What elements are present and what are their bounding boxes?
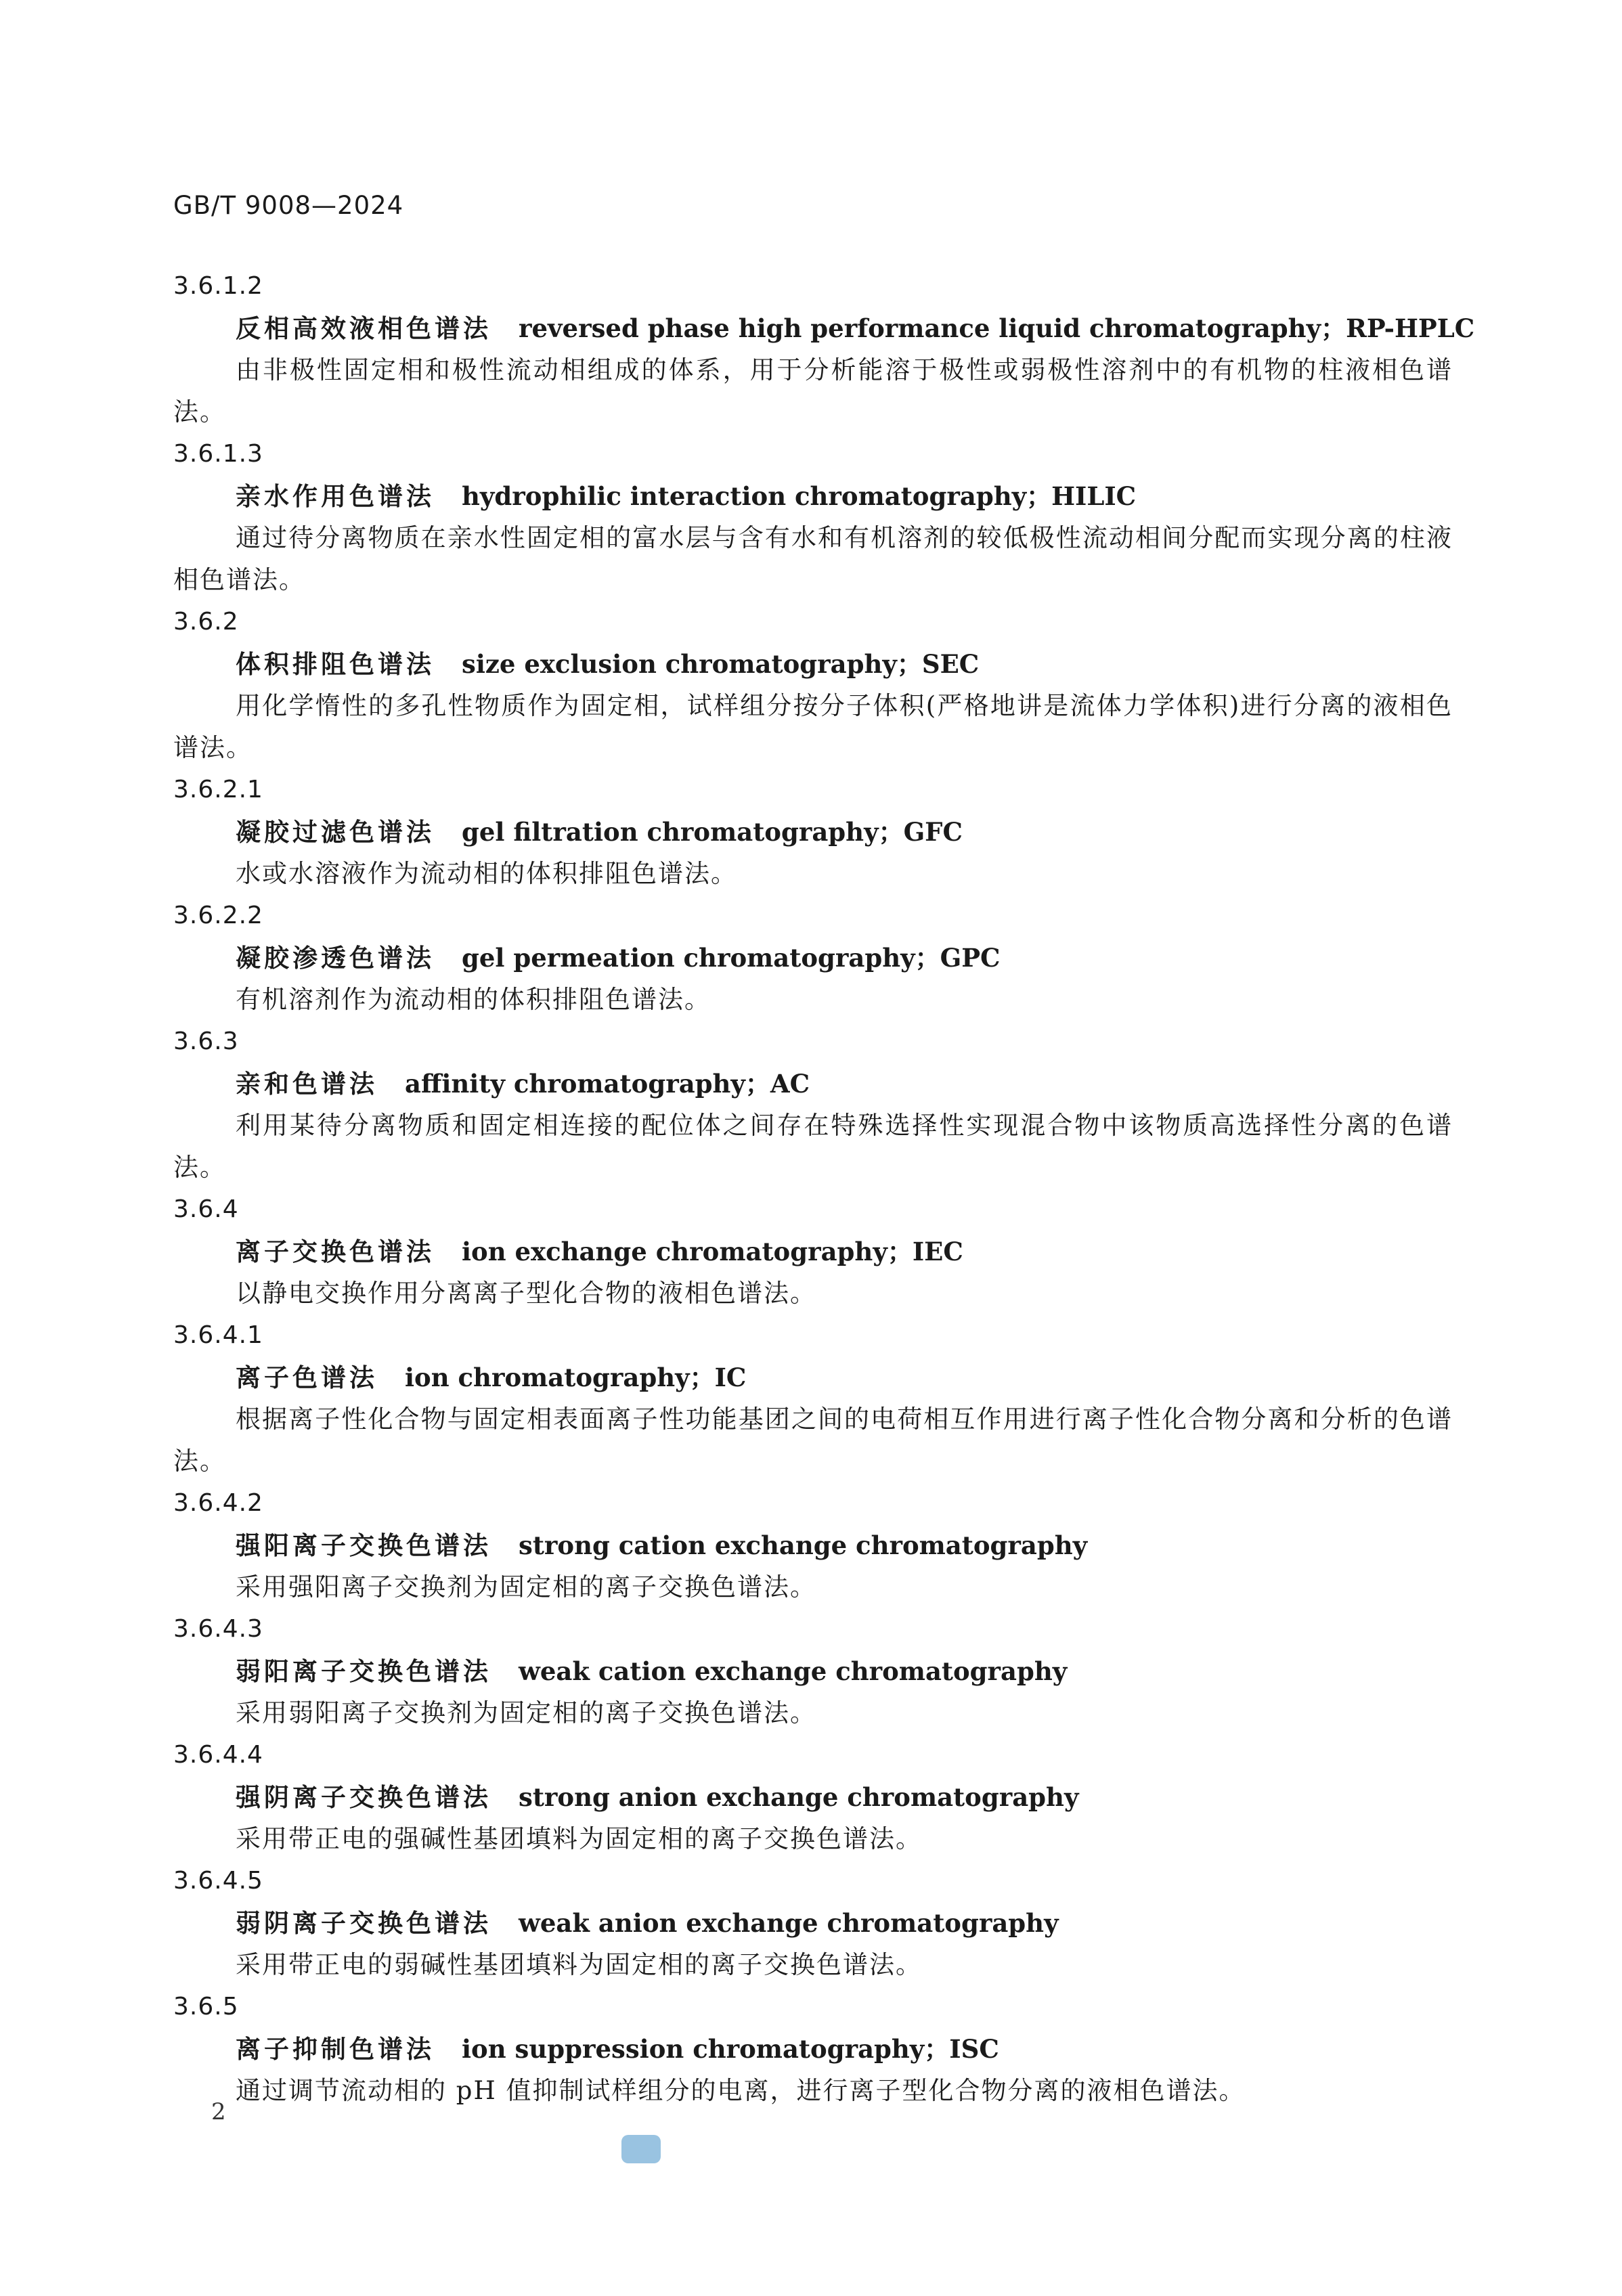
clause-number: 3.6.5 <box>173 1993 239 2021</box>
sac-watermark-badge <box>621 2135 661 2163</box>
term-definition: 采用弱阳离子交换剂为固定相的离子交换色谱法。 <box>236 1698 816 1727</box>
term-zh: 强阳离子交换色谱法 <box>236 1531 491 1560</box>
term-definition: 由非极性固定相和极性流动相组成的体系，用于分析能溶于极性或弱极性溶剂中的有机物的柱液相色谱法。 <box>173 355 1453 426</box>
term-definition: 利用某待分离物质和固定相连接的配位体之间存在特殊选择性实现混合物中该物质高选择性分离的色谱法。 <box>173 1111 1453 1182</box>
clause-number: 3.6.2 <box>173 608 239 636</box>
clause-number: 3.6.1.3 <box>173 440 263 468</box>
clause-number: 3.6.2.1 <box>173 776 263 803</box>
term-en: size exclusion chromatography；SEC <box>462 649 980 679</box>
term-entry <box>173 1189 1453 1315</box>
term-heading <box>173 1650 1453 1692</box>
term-zh: 离子色谱法 <box>236 1363 378 1392</box>
term-en: reversed phase high performance liquid chromatography；RP-HPLC <box>519 313 1475 343</box>
term-zh: 离子交换色谱法 <box>236 1237 435 1266</box>
term-en: hydrophilic interaction chromatography；HILIC <box>462 481 1137 511</box>
term-en: strong cation exchange chromatography <box>519 1530 1088 1560</box>
clause-number: 3.6.1.2 <box>173 272 263 300</box>
term-zh: 体积排阻色谱法 <box>236 650 435 679</box>
term-heading <box>173 2028 1453 2070</box>
term-en: ion chromatography；IC <box>405 1363 747 1392</box>
term-en: weak cation exchange chromatography <box>519 1656 1068 1686</box>
term-definition: 采用带正电的强碱性基团填料为固定相的离子交换色谱法。 <box>236 1824 922 1853</box>
term-heading <box>173 1063 1453 1105</box>
term-zh: 亲水作用色谱法 <box>236 482 435 511</box>
term-definition: 以静电交换作用分离离子型化合物的液相色谱法。 <box>236 1279 816 1308</box>
term-entry <box>173 895 1453 1021</box>
term-heading <box>173 643 1453 685</box>
term-definition: 通过调节流动相的 pH 值抑制试样组分的电离，进行离子型化合物分离的液相色谱法。 <box>236 2076 1246 2105</box>
standard-code: GB/T 9008—2024 <box>173 191 404 220</box>
term-definition: 水或水溶液作为流动相的体积排阻色谱法。 <box>236 859 737 888</box>
term-entry <box>173 433 1453 601</box>
term-entry <box>173 601 1453 769</box>
term-zh: 弱阴离子交换色谱法 <box>236 1909 491 1938</box>
clause-number: 3.6.4.1 <box>173 1321 263 1349</box>
term-heading <box>173 937 1453 979</box>
term-entry <box>173 769 1453 895</box>
term-zh: 强阴离子交换色谱法 <box>236 1783 491 1812</box>
term-entry <box>173 1734 1453 1860</box>
term-definition: 用化学惰性的多孔性物质作为固定相，试样组分按分子体积(严格地讲是流体力学体积)进行分离的液相色谱法。 <box>173 691 1453 762</box>
term-en: affinity chromatography；AC <box>405 1069 810 1099</box>
term-heading <box>173 1776 1453 1818</box>
term-en: weak anion exchange chromatography <box>519 1908 1059 1938</box>
term-entry <box>173 1860 1453 1986</box>
page-number: 2 <box>211 2098 226 2125</box>
clause-number: 3.6.4.5 <box>173 1867 263 1895</box>
term-entry <box>173 265 1475 433</box>
term-entry <box>173 1021 1453 1189</box>
term-heading <box>173 1902 1453 1944</box>
term-heading <box>173 475 1453 517</box>
term-zh: 凝胶过滤色谱法 <box>236 818 435 847</box>
term-definition: 采用带正电的弱碱性基团填料为固定相的离子交换色谱法。 <box>236 1950 922 1979</box>
term-entry <box>173 1482 1453 1608</box>
term-zh: 反相高效液相色谱法 <box>236 314 491 343</box>
clause-number: 3.6.4.4 <box>173 1741 263 1769</box>
clause-number: 3.6.4.3 <box>173 1615 263 1643</box>
term-entry <box>173 1315 1453 1482</box>
term-zh: 离子抑制色谱法 <box>236 2035 435 2064</box>
term-entry <box>173 1608 1453 1734</box>
term-zh: 弱阳离子交换色谱法 <box>236 1657 491 1686</box>
term-heading <box>173 1231 1453 1273</box>
term-en: ion exchange chromatography；IEC <box>462 1237 963 1266</box>
term-heading <box>173 1356 1453 1398</box>
term-definition: 通过待分离物质在亲水性固定相的富水层与含有水和有机溶剂的较低极性流动相间分配而实现分离的柱液相色谱法。 <box>173 523 1453 594</box>
term-list <box>173 265 1475 2112</box>
clause-number: 3.6.4 <box>173 1195 239 1223</box>
clause-number: 3.6.4.2 <box>173 1489 263 1517</box>
term-zh: 亲和色谱法 <box>236 1069 378 1099</box>
clause-number: 3.6.2.2 <box>173 902 263 929</box>
term-en: strong anion exchange chromatography <box>519 1782 1079 1812</box>
term-heading <box>173 811 1453 853</box>
term-definition: 采用强阳离子交换剂为固定相的离子交换色谱法。 <box>236 1572 816 1602</box>
clause-number: 3.6.3 <box>173 1028 239 1055</box>
term-heading <box>173 307 1475 349</box>
term-definition: 有机溶剂作为流动相的体积排阻色谱法。 <box>236 985 711 1014</box>
term-en: ion suppression chromatography；ISC <box>462 2034 999 2064</box>
term-en: gel permeation chromatography；GPC <box>462 943 1001 973</box>
sac-watermark-icon <box>620 2132 662 2166</box>
term-zh: 凝胶渗透色谱法 <box>236 944 435 973</box>
term-en: gel filtration chromatography；GFC <box>462 817 963 847</box>
term-definition: 根据离子性化合物与固定相表面离子性功能基团之间的电荷相互作用进行离子性化合物分离和分析的色谱法。 <box>173 1405 1453 1476</box>
term-entry <box>173 1986 1453 2112</box>
term-heading <box>173 1524 1453 1566</box>
